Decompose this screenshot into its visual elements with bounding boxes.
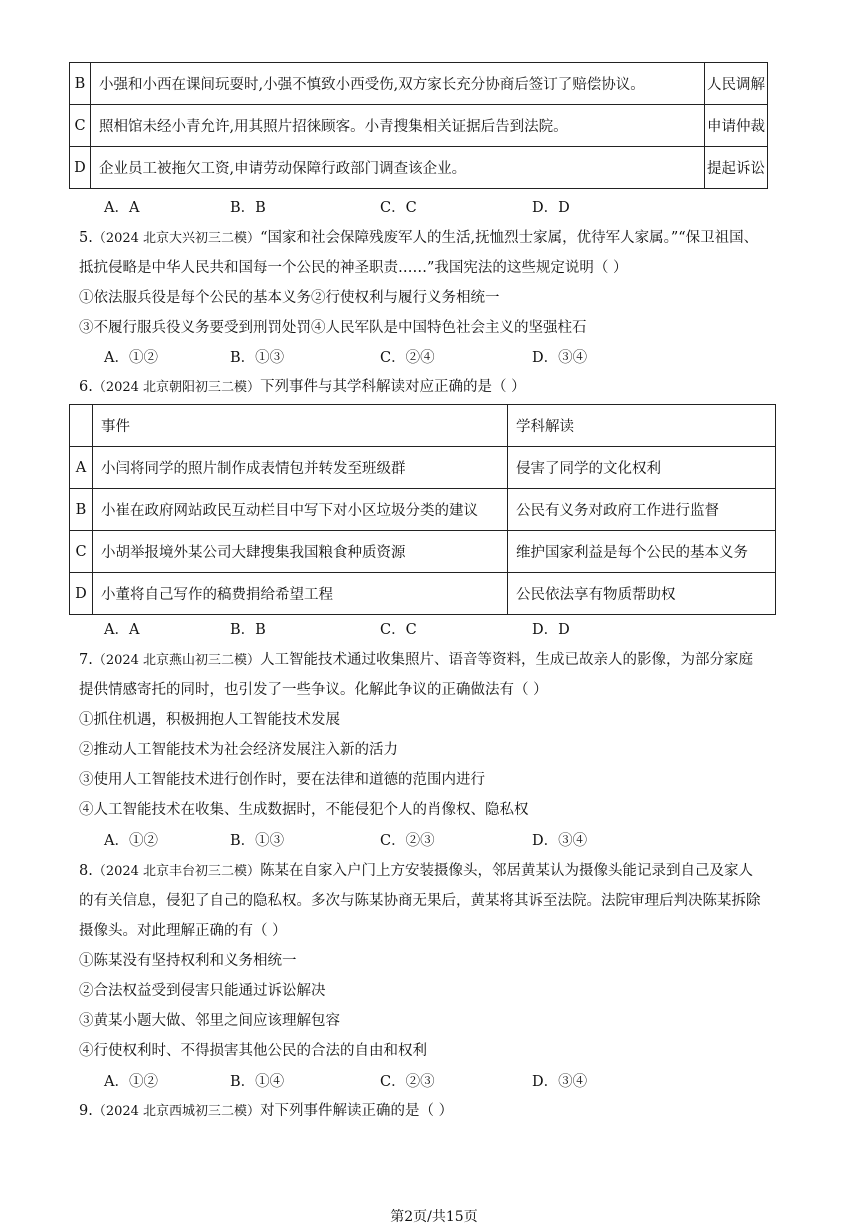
q8-stem-line2: 的有关信息，侵犯了自己的隐私权。多次与陈某协商无果后，黄某将其诉至法院。法院审理后判决陈某拆除 (79, 893, 761, 909)
option-b[interactable]: B．①④ (230, 1074, 285, 1090)
q8-statement-3: ③黄某小题大做、邻里之间应该理解包容 (79, 1013, 340, 1029)
q8-source: （2024 北京丰台初三二模） (92, 864, 261, 879)
row-interp: 维护国家利益是每个公民的基本义务 (508, 531, 776, 573)
option-b[interactable]: B．①③ (230, 350, 285, 366)
q5-stem-line2: 抵抗侵略是中华人民共和国每一个公民的神圣职责……”我国宪法的这些规定说明（ ） (79, 260, 628, 276)
row-content: 企业员工被拖欠工资,申请劳动保障行政部门调查该企业。 (91, 147, 705, 189)
table-header (70, 405, 776, 447)
option-d[interactable]: D．D (532, 622, 570, 638)
row-letter: C (70, 105, 91, 147)
option-a[interactable]: A．①② (104, 350, 158, 366)
table-row (70, 489, 776, 531)
row-letter: D (70, 573, 93, 615)
q9-text: 对下列事件解读正确的是（ ） (260, 1103, 454, 1119)
table-row (70, 531, 776, 573)
row-letter: C (70, 531, 93, 573)
table-row (70, 147, 768, 189)
option-c[interactable]: C．②④ (380, 350, 435, 366)
q9-stem (79, 1099, 453, 1120)
page-footer: 第2页/共15页 (390, 1209, 478, 1225)
q7-text: 人工智能技术通过收集照片、语音等资料，生成已故亲人的影像，为部分家庭 (260, 652, 754, 668)
option-c[interactable]: C．C (380, 622, 417, 638)
q7-source: （2024 北京燕山初三二模） (92, 653, 261, 668)
q7-stem-line1 (79, 648, 753, 669)
q5-stem-line1 (79, 226, 758, 247)
row-interp: 侵害了同学的文化权利 (508, 447, 776, 489)
row-content: 照相馆未经小青允许,用其照片招徕顾客。小青搜集相关证据后告到法院。 (91, 105, 705, 147)
q8-stem-line3: 摄像头。对此理解正确的有（ ） (79, 923, 287, 939)
row-letter: B (70, 489, 93, 531)
option-c[interactable]: C．②③ (380, 1074, 435, 1090)
q4-table (69, 62, 768, 189)
row-letter: D (70, 147, 91, 189)
q6-number: 6. (79, 379, 93, 395)
table-row (70, 105, 768, 147)
q5-statements-2: ③不履行服兵役义务要受到刑罚处罚④人民军队是中国特色社会主义的坚强柱石 (79, 320, 587, 336)
q7-statement-3: ③使用人工智能技术进行创作时，要在法律和道德的范围内进行 (79, 772, 485, 788)
q5-source: （2024 北京大兴初三二模） (92, 231, 261, 246)
option-a[interactable]: A．①② (104, 1074, 158, 1090)
q9-source: （2024 北京西城初三二模） (92, 1104, 261, 1119)
option-b[interactable]: B．B (230, 622, 266, 638)
table-row (70, 63, 768, 105)
row-letter: B (70, 63, 91, 105)
q6-text: 下列事件与其学科解读对应正确的是（ ） (260, 379, 526, 395)
q7-statement-4: ④人工智能技术在收集、生成数据时，不能侵犯个人的肖像权、隐私权 (79, 802, 529, 818)
row-interp: 公民有义务对政府工作进行监督 (508, 489, 776, 531)
q7-statement-2: ②推动人工智能技术为社会经济发展注入新的活力 (79, 742, 398, 758)
option-d[interactable]: D．③④ (532, 833, 588, 849)
q8-statement-2: ②合法权益受到侵害只能通过诉讼解决 (79, 983, 326, 999)
q7-stem-line2: 提供情感寄托的同时，也引发了一些争议。化解此争议的正确做法有（ ） (79, 682, 548, 698)
header-blank (70, 405, 93, 447)
row-letter: A (70, 447, 93, 489)
option-d[interactable]: D．D (532, 200, 570, 216)
table-row (70, 447, 776, 489)
q6-table (69, 404, 776, 615)
option-a[interactable]: A．A (104, 622, 140, 638)
option-b[interactable]: B．B (230, 200, 266, 216)
q7-number: 7. (79, 652, 93, 668)
row-event: 小胡举报境外某公司大肆搜集我国粮食种质资源 (93, 531, 508, 573)
q8-number: 8. (79, 863, 93, 879)
row-answer: 提起诉讼 (705, 147, 768, 189)
option-a[interactable]: A．A (104, 200, 140, 216)
option-c[interactable]: C．②③ (380, 833, 435, 849)
q6-source: （2024 北京朝阳初三二模） (92, 380, 261, 395)
table-row (70, 573, 776, 615)
row-answer: 申请仲裁 (705, 105, 768, 147)
option-d[interactable]: D．③④ (532, 350, 588, 366)
q8-statement-1: ①陈某没有坚持权利和义务相统一 (79, 953, 297, 969)
header-event: 事件 (93, 405, 508, 447)
q6-stem (79, 375, 526, 396)
header-interp: 学科解读 (508, 405, 776, 447)
q7-statement-1: ①抓住机遇，积极拥抱人工智能技术发展 (79, 712, 340, 728)
q9-number: 9. (79, 1103, 93, 1119)
q8-text: 陈某在自家入户门上方安装摄像头，邻居黄某认为摄像头能记录到自己及家人 (260, 863, 754, 879)
option-b[interactable]: B．①③ (230, 833, 285, 849)
row-interp: 公民依法享有物质帮助权 (508, 573, 776, 615)
option-d[interactable]: D．③④ (532, 1074, 588, 1090)
row-event: 小董将自己写作的稿费捐给希望工程 (93, 573, 508, 615)
q5-number: 5. (79, 230, 93, 246)
row-answer: 人民调解 (705, 63, 768, 105)
row-event: 小闫将同学的照片制作成表情包并转发至班级群 (93, 447, 508, 489)
q8-stem-line1 (79, 859, 753, 880)
q5-statements-1: ①依法服兵役是每个公民的基本义务②行使权利与履行义务相统一 (79, 290, 500, 306)
q5-text: “国家和社会保障残废军人的生活,抚恤烈士家属，优待军人家属。”“保卫祖国、 (260, 230, 759, 246)
row-content: 小强和小西在课间玩耍时,小强不慎致小西受伤,双方家长充分协商后签订了赔偿协议。 (91, 63, 705, 105)
row-event: 小崔在政府网站政民互动栏目中写下对小区垃圾分类的建议 (93, 489, 508, 531)
option-c[interactable]: C．C (380, 200, 417, 216)
option-a[interactable]: A．①② (104, 833, 158, 849)
q8-statement-4: ④行使权利时、不得损害其他公民的合法的自由和权利 (79, 1043, 427, 1059)
